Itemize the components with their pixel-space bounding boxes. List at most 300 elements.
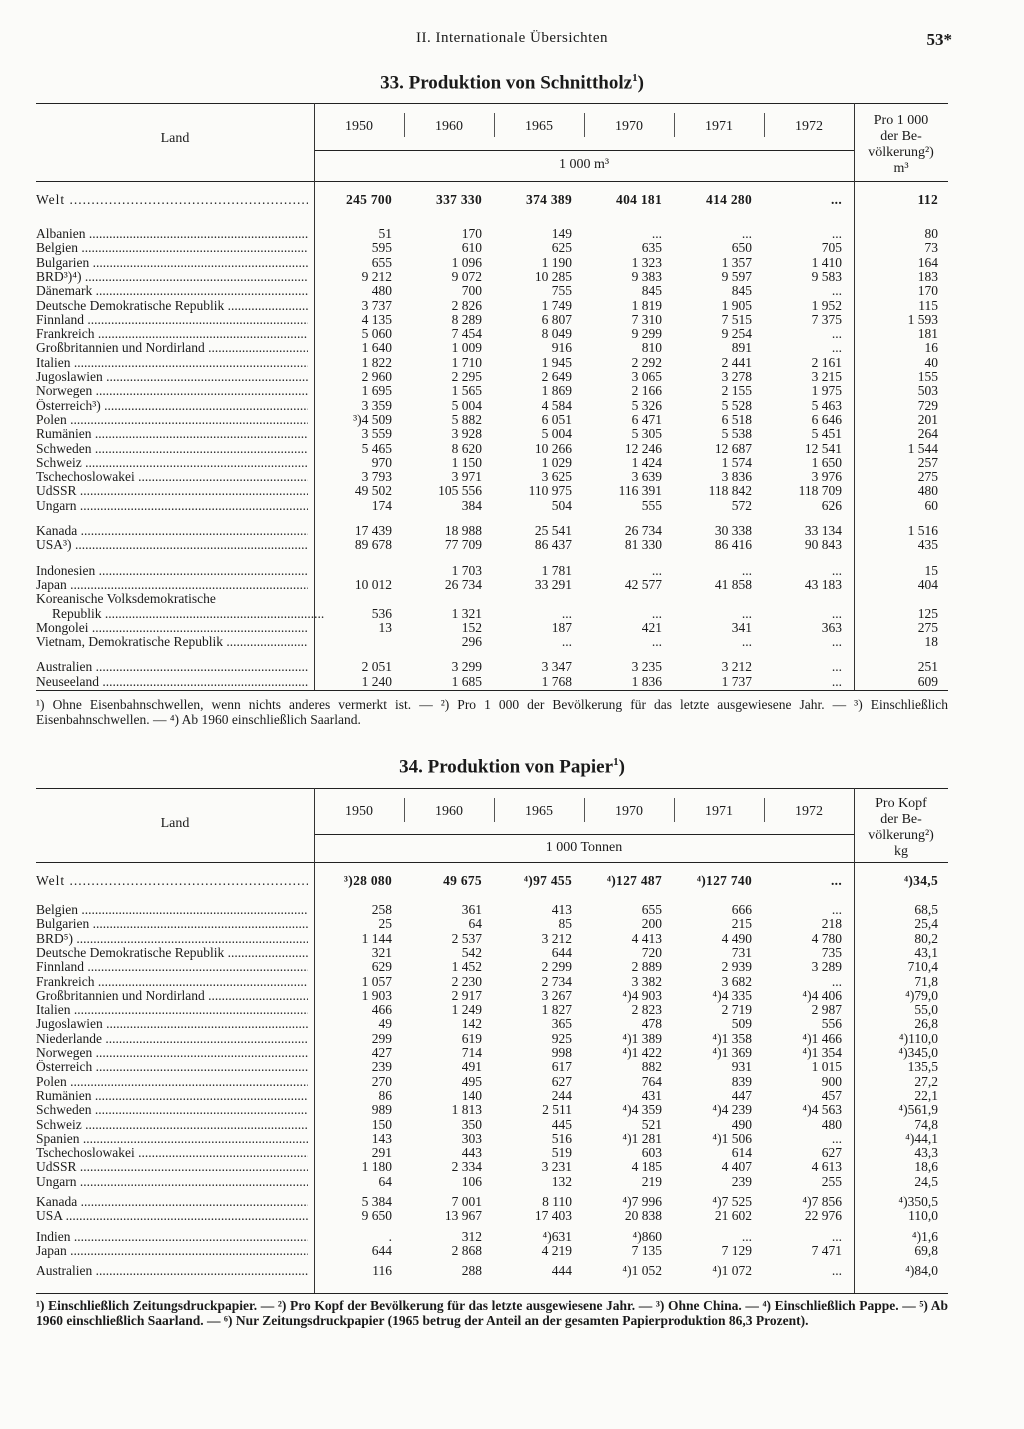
table-cell: 1 650 <box>811 454 842 470</box>
table-cell: 26 734 <box>444 576 482 592</box>
table-cell: 2 823 <box>631 1002 662 1018</box>
table-cell: 3 976 <box>811 469 842 485</box>
table-cell: ... <box>741 1228 752 1244</box>
table-row <box>36 470 948 484</box>
row-label: Norwegen ..... <box>36 1046 308 1060</box>
row-label: Japan ..... <box>36 578 308 592</box>
table-cell: 1 952 <box>811 297 842 313</box>
table-cell: 164 <box>917 254 938 270</box>
table-cell: ⁴)4 563 <box>802 1102 842 1118</box>
table-cell: 404 181 <box>616 192 662 207</box>
page-number: 53* <box>926 30 952 49</box>
table-cell: 3 359 <box>361 397 392 413</box>
table-cell: 71,8 <box>914 973 938 989</box>
table-cell: ... <box>741 605 752 621</box>
table-cell: 413 <box>551 902 572 917</box>
table-cell: 2 917 <box>451 987 482 1003</box>
table-row <box>36 327 948 341</box>
table-cell: 443 <box>461 1145 482 1161</box>
table-cell: 1 357 <box>721 254 752 270</box>
table-cell: 521 <box>641 1116 662 1132</box>
table-cell: 7 135 <box>631 1242 662 1258</box>
row-label: Tschechoslowakei ..... <box>36 470 308 484</box>
column-divider <box>584 798 585 822</box>
table-cell: 627 <box>821 1145 842 1161</box>
table-row <box>36 241 948 255</box>
table-cell: ⁴)631 <box>542 1228 572 1244</box>
table-cell: 1 749 <box>541 297 572 313</box>
row-label: Dänemark ..... <box>36 284 308 298</box>
table-cell: 181 <box>917 326 938 342</box>
table-cell: 8 620 <box>451 440 482 456</box>
table-cell: 5 060 <box>361 326 392 342</box>
table-cell: 7 375 <box>811 311 842 327</box>
table-cell: 931 <box>731 1059 752 1075</box>
table-cell: 1 410 <box>811 254 842 270</box>
table-cell: ⁴)4 359 <box>622 1102 662 1118</box>
table-cell: 5 538 <box>721 426 752 442</box>
table-row <box>36 313 948 327</box>
table-cell: ³)28 080 <box>343 873 392 888</box>
table-cell: 363 <box>821 619 842 635</box>
column-header-year: 1971 <box>705 804 733 819</box>
table-cell: ⁴)34,5 <box>904 873 938 888</box>
table-cell: 9 650 <box>361 1208 392 1224</box>
table-cell: 15 <box>924 562 938 578</box>
table-cell: ⁴)1 281 <box>622 1130 662 1146</box>
table-cell: 998 <box>551 1045 572 1060</box>
table-cell: 1 813 <box>451 1102 482 1118</box>
table-cell: 30 338 <box>714 523 752 538</box>
table-cell: 215 <box>731 916 752 932</box>
table-row <box>36 456 948 470</box>
row-label: Vietnam, Demokratische Republik ..... <box>36 635 308 649</box>
table-cell: 12 541 <box>804 440 842 456</box>
table-cell: 1 975 <box>811 383 842 399</box>
table-cell: 1 640 <box>361 340 392 356</box>
row-label: Polen ..... <box>36 1075 308 1089</box>
table-cell: 466 <box>371 1002 392 1018</box>
row-label: BRD³)⁴) ..... <box>36 270 308 284</box>
table-cell: 1 827 <box>541 1002 572 1018</box>
table-cell: 764 <box>641 1073 662 1089</box>
table-cell: 989 <box>371 1102 392 1118</box>
table-cell: 1 869 <box>541 383 572 399</box>
table-cell: 239 <box>371 1059 392 1075</box>
table-cell: 1 516 <box>907 523 938 538</box>
table-cell: 10 266 <box>534 440 572 456</box>
row-label: Frankreich ..... <box>36 327 308 341</box>
table-cell: 10 012 <box>354 576 392 592</box>
table-cell: 2 334 <box>451 1159 482 1175</box>
table-cell: ... <box>830 873 842 888</box>
table-cell: 845 <box>731 283 752 299</box>
table-row <box>36 499 948 513</box>
table-cell: 17 439 <box>354 523 392 538</box>
table-cell: ⁴)1 072 <box>712 1263 752 1279</box>
table-cell: 257 <box>917 454 938 470</box>
table-cell: 4 613 <box>811 1159 842 1175</box>
table-row <box>36 1195 948 1209</box>
table-row <box>36 1032 948 1046</box>
table-cell: ⁴)127 487 <box>606 873 662 888</box>
table-cell: 337 330 <box>436 192 482 207</box>
table-cell: 2 299 <box>541 959 572 975</box>
table-cell: 81 330 <box>624 537 662 553</box>
table-cell: 2 161 <box>811 354 842 370</box>
table-cell: 4 780 <box>811 930 842 946</box>
table-row <box>36 1264 948 1278</box>
table-cell: 116 391 <box>618 483 662 499</box>
table-row <box>36 932 948 946</box>
table-cell: 264 <box>917 426 938 442</box>
table-cell: 1 015 <box>811 1059 842 1075</box>
row-label: Bulgarien ..... <box>36 256 308 270</box>
table-cell: 25,4 <box>914 916 938 932</box>
table-cell: 1 836 <box>631 673 662 689</box>
row-label: Großbritannien und Nordirland ..... <box>36 989 308 1003</box>
row-label: Mongolei ..... <box>36 621 308 635</box>
table-cell: 3 215 <box>811 369 842 384</box>
row-label: Japan ..... <box>36 1244 308 1258</box>
title-footnote-ref: 1 <box>613 756 619 768</box>
table-cell: 4 413 <box>631 930 662 946</box>
table-cell: 1 029 <box>541 454 572 470</box>
table-row <box>36 399 948 413</box>
row-label: Australien ..... <box>36 1264 308 1278</box>
row-label: Kanada ..... <box>36 1195 308 1209</box>
column-header-land: Land <box>160 131 190 146</box>
table-cell: 17 403 <box>534 1208 572 1224</box>
table-row <box>36 660 948 674</box>
table-cell: 74,8 <box>914 1116 938 1132</box>
table-cell: ⁴)4 239 <box>712 1102 752 1118</box>
table-cell: 41 858 <box>714 576 752 592</box>
table-34-title: 34. Produktion von Papier$^1$) <box>399 756 625 778</box>
table-cell: 9 212 <box>361 268 392 284</box>
table-row <box>36 1146 948 1160</box>
table-cell: 1 180 <box>361 1159 392 1175</box>
row-label: Schweden ..... <box>36 442 308 456</box>
table-cell: 5 451 <box>811 426 842 442</box>
table-cell: 6 807 <box>541 311 572 327</box>
table-cell: 170 <box>917 283 938 299</box>
table-cell: 80,2 <box>914 930 938 946</box>
table-cell: ⁴)110,0 <box>898 1030 938 1046</box>
table-cell: 3 065 <box>631 369 662 384</box>
table-cell: 480 <box>917 483 938 499</box>
row-label: Ungarn ..... <box>36 499 308 513</box>
per-capita-header-line: Pro Kopf <box>875 796 927 811</box>
table-cell: 5 882 <box>451 411 482 427</box>
table-cell: 555 <box>641 497 662 513</box>
column-header-year: 1950 <box>345 119 373 134</box>
table-cell: 666 <box>731 902 752 917</box>
table-cell: 9 597 <box>721 268 752 284</box>
table-cell: 610 <box>461 240 482 256</box>
table-cell: 303 <box>461 1130 482 1146</box>
table-cell: ⁴)44,1 <box>905 1130 938 1146</box>
column-divider <box>674 113 675 137</box>
table-cell: 112 <box>917 192 938 207</box>
table-cell: 435 <box>917 537 938 553</box>
table-cell: 3 212 <box>541 930 572 946</box>
table-cell: 519 <box>551 1145 572 1161</box>
table-cell: 6 471 <box>631 411 662 427</box>
table-cell: 49 502 <box>354 483 392 499</box>
table-cell: 2 734 <box>541 973 572 989</box>
table-row <box>36 1118 948 1132</box>
table-row <box>36 564 948 578</box>
table-cell: 404 <box>917 576 938 592</box>
table-cell: 4 219 <box>541 1242 572 1258</box>
row-label: Rumänien ..... <box>36 1089 308 1103</box>
row-label: Indien ..... <box>36 1230 308 1244</box>
table-cell: 200 <box>641 916 662 932</box>
table-row <box>36 1244 948 1258</box>
table-cell: 3 793 <box>361 469 392 485</box>
column-divider <box>404 113 405 137</box>
table-row <box>36 1003 948 1017</box>
table-cell: 700 <box>461 283 482 299</box>
table-cell: ⁴)4 406 <box>802 987 842 1003</box>
table-cell: 627 <box>551 1073 572 1089</box>
table-cell: 201 <box>917 411 938 427</box>
table-cell: 20 838 <box>624 1208 662 1224</box>
table-cell: 650 <box>731 240 752 256</box>
table-row <box>36 621 948 635</box>
table-cell: ⁴)1 466 <box>802 1030 842 1046</box>
table-cell: 2 051 <box>361 659 392 675</box>
table-cell: ⁴)4 903 <box>622 987 662 1003</box>
table-cell: 9 299 <box>631 326 662 342</box>
row-label: Italien ..... <box>36 356 308 370</box>
row-label: Belgien ..... <box>36 903 308 917</box>
table-row <box>36 299 948 313</box>
table-cell: 480 <box>821 1116 842 1132</box>
table-cell: 720 <box>641 944 662 960</box>
table-cell: 5 528 <box>721 397 752 413</box>
table-cell: 2 511 <box>542 1102 572 1118</box>
table-cell: ⁴)84,0 <box>905 1263 938 1279</box>
table-cell: 1 710 <box>451 354 482 370</box>
column-divider <box>674 798 675 822</box>
row-label: BRD⁵) ..... <box>36 932 308 946</box>
per-capita-header <box>854 113 948 177</box>
table-cell: 258 <box>371 902 392 917</box>
table-cell: 27,2 <box>914 1073 938 1089</box>
table-cell: 4 584 <box>541 397 572 413</box>
column-divider <box>404 798 405 822</box>
table-cell: 7 129 <box>721 1242 752 1258</box>
table-cell: 2 987 <box>811 1002 842 1018</box>
row-label: USA³) ..... <box>36 538 308 552</box>
table-cell: 143 <box>371 1130 392 1146</box>
table-cell: 13 967 <box>444 1208 482 1224</box>
row-label: Schweiz ..... <box>36 456 308 470</box>
table-cell: 1 190 <box>541 254 572 270</box>
table-cell: 9 254 <box>721 326 752 342</box>
row-label: Jugoslawien ..... <box>36 370 308 384</box>
table-cell: 174 <box>371 497 392 513</box>
table-row <box>36 193 948 207</box>
table-cell: 495 <box>461 1073 482 1089</box>
table-cell: 69,8 <box>914 1242 938 1258</box>
table-cell: 1 905 <box>721 297 752 313</box>
table-row <box>36 960 948 974</box>
table-cell: 629 <box>371 959 392 975</box>
table-cell: 421 <box>641 619 662 635</box>
row-label: Jugoslawien ..... <box>36 1017 308 1031</box>
table-cell: 4 135 <box>361 311 392 327</box>
table-cell: 245 700 <box>346 192 392 207</box>
table-cell: 25 <box>378 916 392 932</box>
table-cell: 22,1 <box>914 1087 938 1103</box>
row-label: Deutsche Demokratische Republik ..... <box>36 946 308 960</box>
table-cell: 275 <box>917 619 938 635</box>
table-33-title: 33. Produktion von Schnittholz$^1$) <box>380 72 644 94</box>
table-cell: ... <box>831 673 842 689</box>
per-capita-header-line: m³ <box>893 161 909 176</box>
table-row <box>36 370 948 384</box>
table-cell: ... <box>831 1263 842 1279</box>
table-title-text: Produktion von Papier <box>427 756 614 778</box>
table-cell: 361 <box>461 902 482 917</box>
table-cell: 444 <box>551 1263 572 1279</box>
table-cell: 3 639 <box>631 469 662 485</box>
table-cell: 3 212 <box>721 659 752 675</box>
column-divider <box>764 798 765 822</box>
table-row <box>36 903 948 917</box>
table-cell: 43,3 <box>914 1145 938 1161</box>
table-cell: 296 <box>461 634 482 650</box>
table-cell: 89 678 <box>354 537 392 553</box>
table-cell: ⁴)4 335 <box>712 987 752 1003</box>
table-cell: 3 737 <box>361 297 392 313</box>
table-cell: 374 389 <box>526 192 572 207</box>
table-cell: ⁴)7 525 <box>712 1194 752 1209</box>
table-row <box>36 675 948 689</box>
table-row <box>36 1209 948 1223</box>
table-cell: 350 <box>461 1116 482 1132</box>
table-cell: 6 051 <box>541 411 572 427</box>
table-cell: 90 843 <box>804 537 842 553</box>
table-cell: 12 687 <box>714 440 752 456</box>
table-cell: 152 <box>461 619 482 635</box>
table-row <box>36 607 948 621</box>
per-capita-header-line: der Be- <box>880 812 922 827</box>
table-cell: 24,5 <box>914 1173 938 1189</box>
table-cell: ⁴)860 <box>632 1228 662 1244</box>
table-cell: ⁴)1 506 <box>712 1130 752 1146</box>
table-cell: 43,1 <box>914 944 938 960</box>
table-cell: ⁴)345,0 <box>898 1045 938 1060</box>
table-number: 33. <box>380 72 404 94</box>
table-cell: 7 310 <box>631 311 662 327</box>
table-cell: ... <box>831 1228 842 1244</box>
table-cell: 1 150 <box>451 454 482 470</box>
row-label: Australien ..... <box>36 660 308 674</box>
table-cell: . <box>388 1228 392 1244</box>
table-cell: 916 <box>551 340 572 356</box>
row-label: Bulgarien ..... <box>36 917 308 931</box>
table-cell: ⁴)127 740 <box>696 873 752 888</box>
table-cell: 2 230 <box>451 973 482 989</box>
table-cell: 1 574 <box>721 454 752 470</box>
table-34-footnote: ¹) Einschließlich Zeitungsdruckpapier. — ²) Pro Kopf der Bevölkerung für das letzte ausgewiesene Jahr. — ³) Ohne China. — ⁴) Einschließlich Pappe. — ⁵) Ab 1960 einschließlich Saarland. — ⁶) Nur Zeitungsdruckpapier (1965 betrug der Anteil an der gesamten Papierproduktion 86,3 Prozent). <box>36 1298 948 1328</box>
table-cell: ... <box>831 1130 842 1146</box>
table-cell: 609 <box>917 673 938 689</box>
row-label: Italien ..... <box>36 1003 308 1017</box>
table-cell: 644 <box>551 944 572 960</box>
table-cell: 22 976 <box>804 1208 842 1224</box>
column-header-year: 1972 <box>795 119 823 134</box>
table-cell: 1 819 <box>631 297 662 313</box>
table-cell: ⁴)1 369 <box>712 1045 752 1060</box>
table-cell: 73 <box>924 240 938 256</box>
table-cell: 26 734 <box>624 523 662 538</box>
table-cell: 491 <box>461 1059 482 1075</box>
table-cell: ⁴)350,5 <box>898 1194 938 1209</box>
row-label: UdSSR ..... <box>36 1160 308 1174</box>
table-cell: 970 <box>371 454 392 470</box>
row-label: Albanien ..... <box>36 227 308 241</box>
table-cell: 3 836 <box>721 469 752 485</box>
table-row <box>36 1175 948 1189</box>
row-label: Österreich³) ..... <box>36 399 308 413</box>
table-cell: 3 278 <box>721 369 752 384</box>
table-row <box>36 1017 948 1031</box>
table-cell: 3 625 <box>541 469 572 485</box>
row-label: Schweden ..... <box>36 1103 308 1117</box>
table-cell: 218 <box>821 916 842 932</box>
table-cell: 270 <box>371 1073 392 1089</box>
table-cell: ⁴)1 358 <box>712 1030 752 1046</box>
table-number: 34. <box>399 756 423 778</box>
column-header-year: 1965 <box>525 804 553 819</box>
table-cell: ... <box>831 283 842 299</box>
table-row <box>36 427 948 441</box>
per-capita-header-line: völkerung²) <box>868 828 934 843</box>
table-cell: 2 292 <box>631 354 662 370</box>
table-cell: 25 541 <box>534 523 572 538</box>
table-cell: ... <box>561 605 572 621</box>
table-row <box>36 946 948 960</box>
table-cell: 1 695 <box>361 383 392 399</box>
per-capita-header-line: der Be- <box>880 129 922 144</box>
table-cell: 556 <box>821 1016 842 1032</box>
table-cell: 1 544 <box>907 440 938 456</box>
table-cell: 341 <box>731 619 752 635</box>
table-cell: 9 072 <box>451 268 482 284</box>
table-cell: 51 <box>378 226 392 241</box>
row-label: Neuseeland ..... <box>36 675 308 689</box>
table-cell: 445 <box>551 1116 572 1132</box>
table-row <box>36 1075 948 1089</box>
table-cell: 1 822 <box>361 354 392 370</box>
row-label: Schweiz ..... <box>36 1118 308 1132</box>
table-cell: 149 <box>551 226 572 241</box>
table-cell: 2 295 <box>451 369 482 384</box>
unit-header: 1 000 m³ <box>558 157 610 172</box>
table-row <box>36 270 948 284</box>
table-cell: 3 267 <box>541 987 572 1003</box>
table-cell: 1 903 <box>361 987 392 1003</box>
column-header-year: 1970 <box>615 804 643 819</box>
table-cell: ... <box>831 326 842 342</box>
table-cell: 7 515 <box>721 311 752 327</box>
table-cell: 3 231 <box>541 1159 572 1175</box>
